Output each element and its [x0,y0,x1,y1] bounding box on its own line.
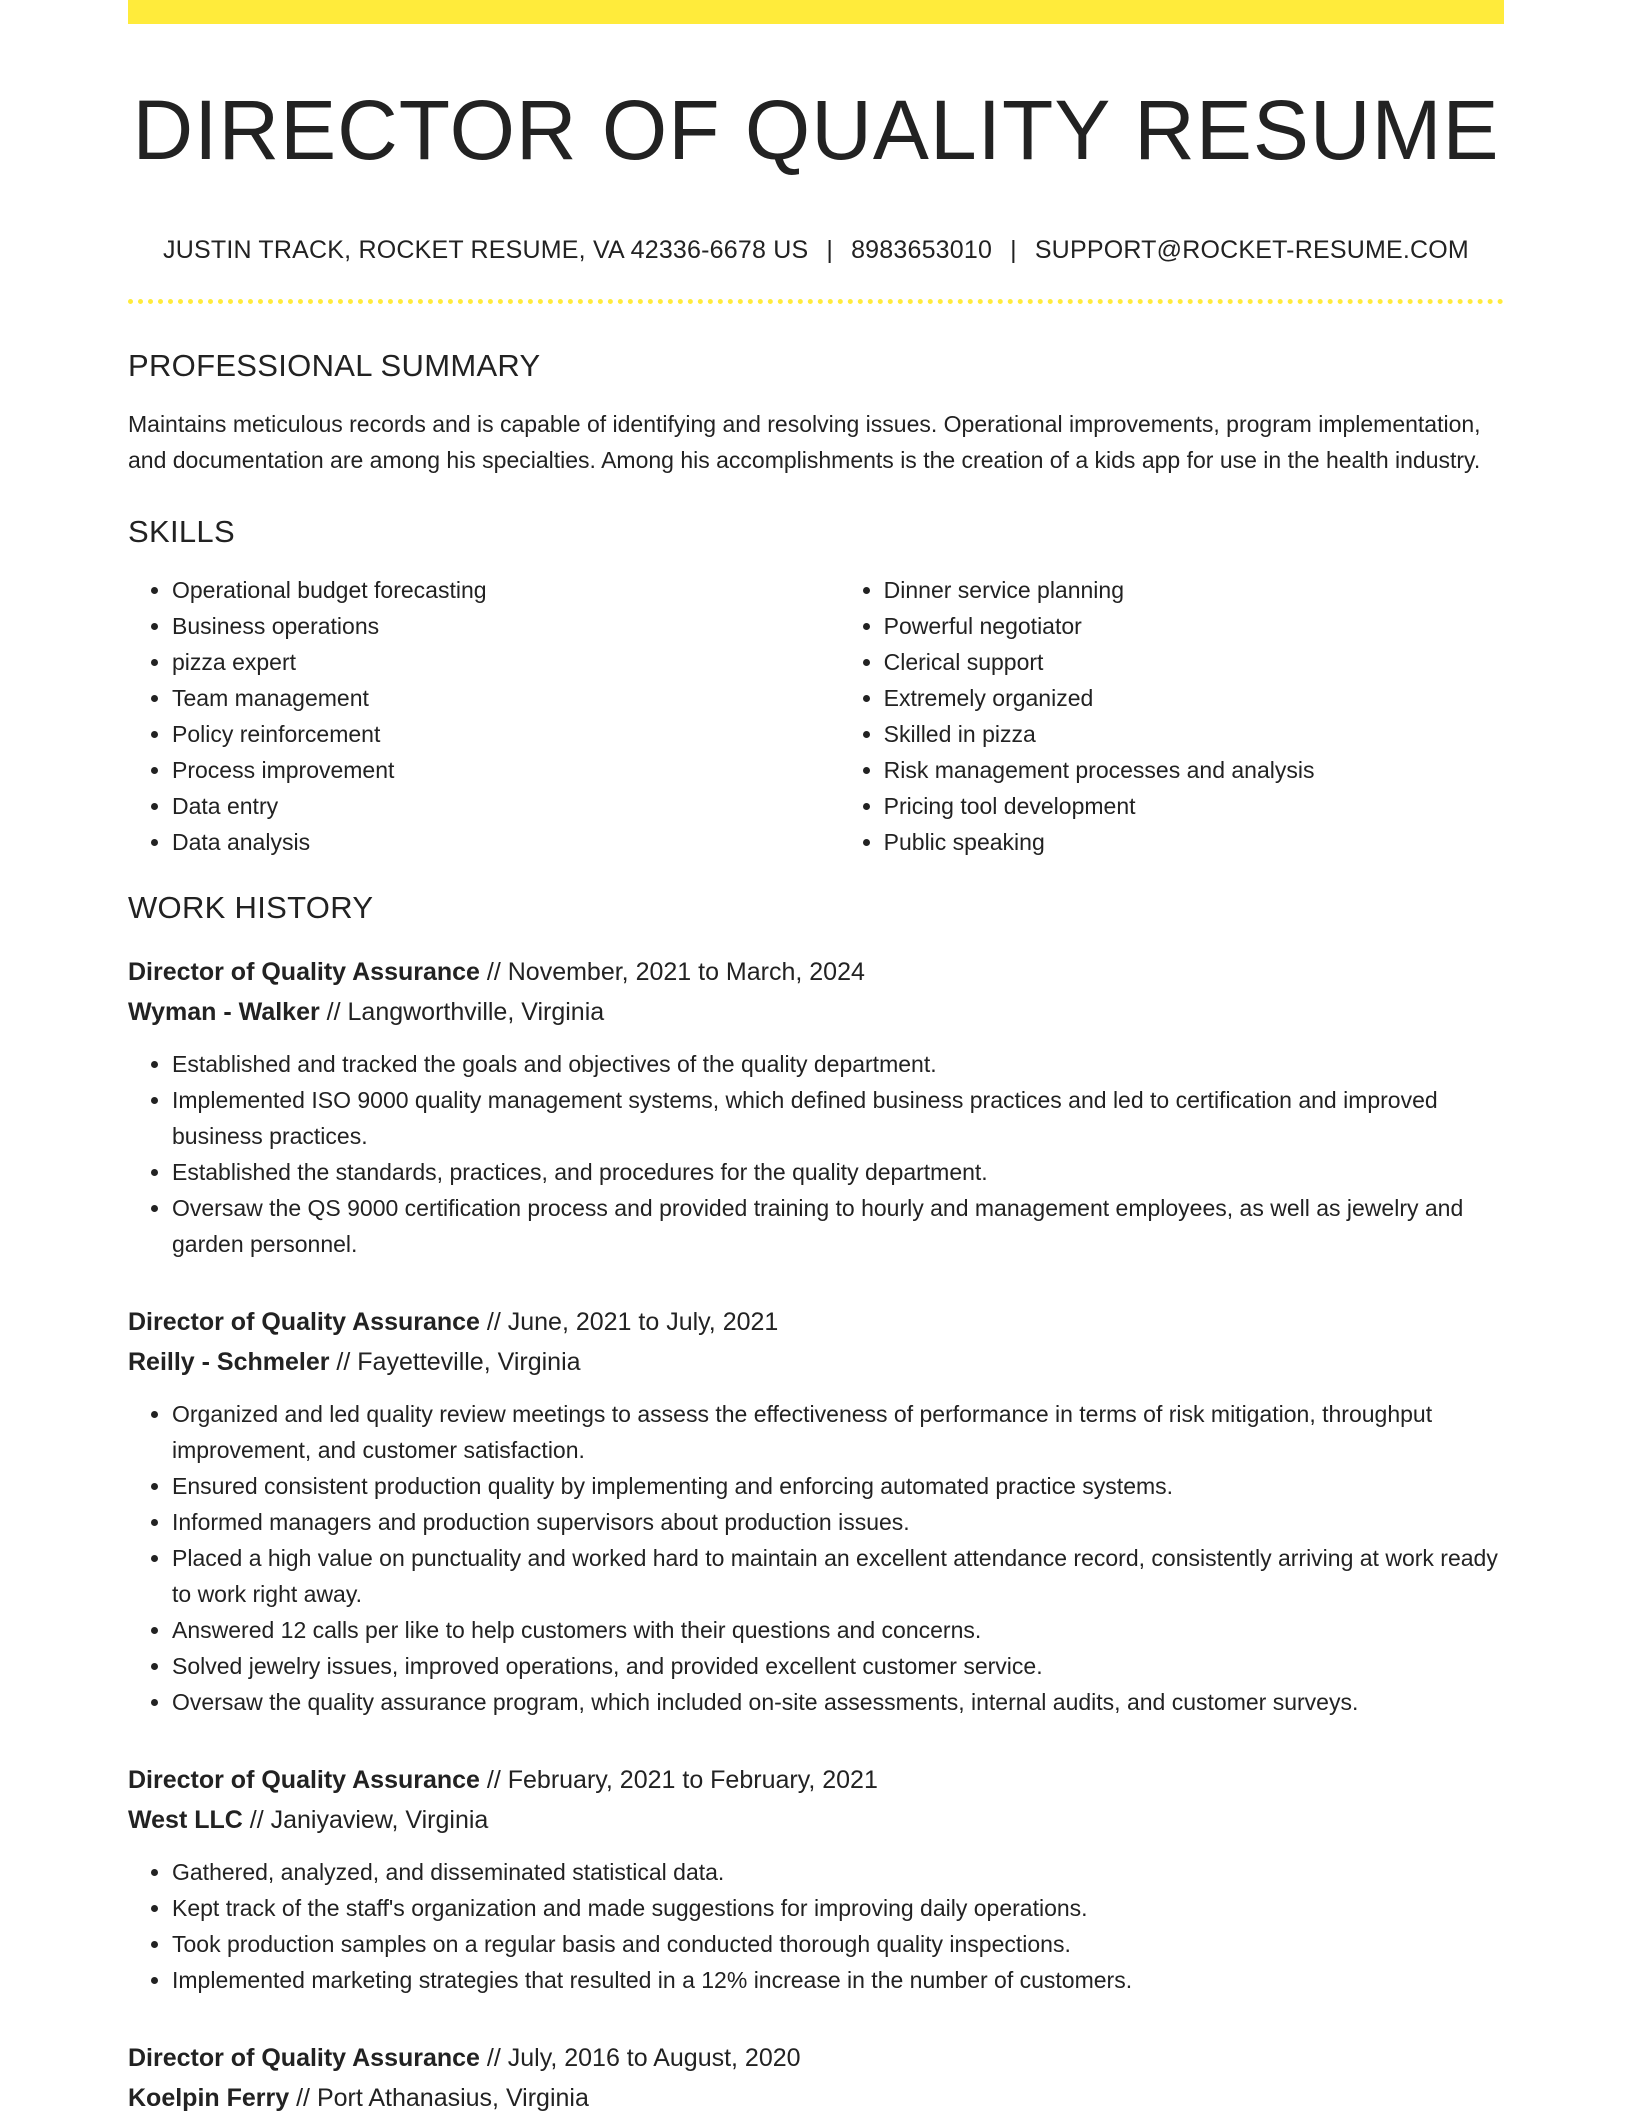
job-bullet: • Answered 12 calls per like to help customers with their questions and concerns. [172,1612,1504,1648]
job-bullet: • Organized and led quality review meetings to assess the effectiveness of performance in terms of risk mitigation, throughput improvement, and customer satisfaction. [172,1396,1504,1468]
job-bullet: • Kept track of the staff's organization and made suggestions for improving daily operations. [172,1890,1504,1926]
dotted-divider [128,299,1504,304]
job-bullet: • Implemented marketing strategies that resulted in a 12% increase in the number of customers. [172,1962,1504,1998]
job-dates: // November, 2021 to March, 2024 [479,958,865,987]
job-entry [128,952,1504,1262]
skill-item: • Risk management processes and analysis [884,752,1504,788]
page-title: DIRECTOR OF QUALITY RESUME [132,83,1500,177]
summary-text: Maintains meticulous records and is capable of identifying and resolving issues. Operational improvements, program implementation, and documentation are among his specialties. Among his accomplishments is the creation of a kids app for use in the health industry. [128,411,1481,474]
job-title: Director of Quality Assurance [128,958,480,987]
job-bullet: • Placed a high value on punctuality and worked hard to maintain an excellent attendance record, consistently arriving at work ready to work right away. [172,1540,1504,1612]
job-bullet: • Ensured consistent production quality by implementing and enforcing automated practice systems. [172,1468,1504,1504]
job-title-line [128,1302,1504,1342]
job-title-line [128,952,1504,992]
skill-item: • Data analysis [172,824,840,860]
job-bullets [128,1046,1504,1262]
job-bullet: • Established the standards, practices, and procedures for the quality department. [172,1154,1504,1190]
job-title: Director of Quality Assurance [128,1308,480,1337]
job-bullets [128,1854,1504,1998]
job-entry [128,2038,1504,2118]
contact-phone: 8983653010 [851,236,993,265]
job-company: Koelpin Ferry [128,2084,290,2113]
skill-item: • Policy reinforcement [172,716,840,752]
skill-item: • Process improvement [172,752,840,788]
job-bullet: • Solved jewelry issues, improved operations, and provided excellent customer service. [172,1648,1504,1684]
job-location: // Port Athanasius, Virginia [289,2084,589,2113]
job-company-line [128,992,1504,1032]
job-bullet: • Oversaw the quality assurance program, which included on-site assessments, internal audits, and customer surveys. [172,1684,1504,1720]
skill-item: • Powerful negotiator [884,608,1504,644]
skill-item: • pizza expert [172,644,840,680]
skill-item: • Pricing tool development [884,788,1504,824]
contact-separator: | [826,236,834,265]
skill-item: • Data entry [172,788,840,824]
job-company-line [128,2078,1504,2118]
job-location: // Langworthville, Virginia [319,998,605,1027]
job-company-line [128,1342,1504,1382]
top-accent-bar [128,0,1504,24]
skill-item: • Extremely organized [884,680,1504,716]
job-bullet: • Informed managers and production supervisors about production issues. [172,1504,1504,1540]
contact-line [128,236,1504,265]
job-bullet: • Established and tracked the goals and objectives of the quality department. [172,1046,1504,1082]
skill-item: • Dinner service planning [884,572,1504,608]
section-heading-skills: SKILLS [128,514,235,550]
section-heading-work-history: WORK HISTORY [128,890,374,926]
job-title: Director of Quality Assurance [128,2044,480,2073]
skill-item: • Clerical support [884,644,1504,680]
job-dates: // February, 2021 to February, 2021 [479,1766,878,1795]
skill-item: • Business operations [172,608,840,644]
job-company-line [128,1800,1504,1840]
job-entry [128,1760,1504,1998]
skill-item: • Team management [172,680,840,716]
job-company: Wyman - Walker [128,998,320,1027]
job-company: West LLC [128,1806,243,1835]
skills-list [128,572,1504,860]
job-title-line [128,2038,1504,2078]
job-bullet: • Implemented ISO 9000 quality management systems, which defined business practices and led to certification and improved business practices. [172,1082,1504,1154]
job-bullets [128,1396,1504,1720]
job-dates: // June, 2021 to July, 2021 [479,1308,779,1337]
job-title: Director of Quality Assurance [128,1766,480,1795]
contact-separator: | [1010,236,1017,265]
resume-page [128,0,1504,2118]
job-entry [128,1302,1504,1720]
section-heading-summary: PROFESSIONAL SUMMARY [128,348,541,384]
job-dates: // July, 2016 to August, 2020 [479,2044,801,2073]
job-company: Reilly - Schmeler [128,1348,330,1377]
job-bullet: • Oversaw the QS 9000 certification process and provided training to hourly and management employees, as well as jewelry and garden personnel. [172,1190,1504,1262]
job-title-line [128,1760,1504,1800]
skills-column-left [128,572,840,860]
job-bullet: • Gathered, analyzed, and disseminated statistical data. [172,1854,1504,1890]
job-location: // Janiyaview, Virginia [242,1806,489,1835]
skill-item: • Skilled in pizza [884,716,1504,752]
skill-item: • Operational budget forecasting [172,572,840,608]
skill-item: • Public speaking [884,824,1504,860]
job-location: // Fayetteville, Virginia [329,1348,581,1377]
contact-email: SUPPORT@ROCKET-RESUME.COM [1034,236,1469,265]
job-bullet: • Took production samples on a regular basis and conducted thorough quality inspections. [172,1926,1504,1962]
contact-address: JUSTIN TRACK, ROCKET RESUME, VA 42336-6678 US [163,236,809,265]
skills-column-right [840,572,1504,860]
